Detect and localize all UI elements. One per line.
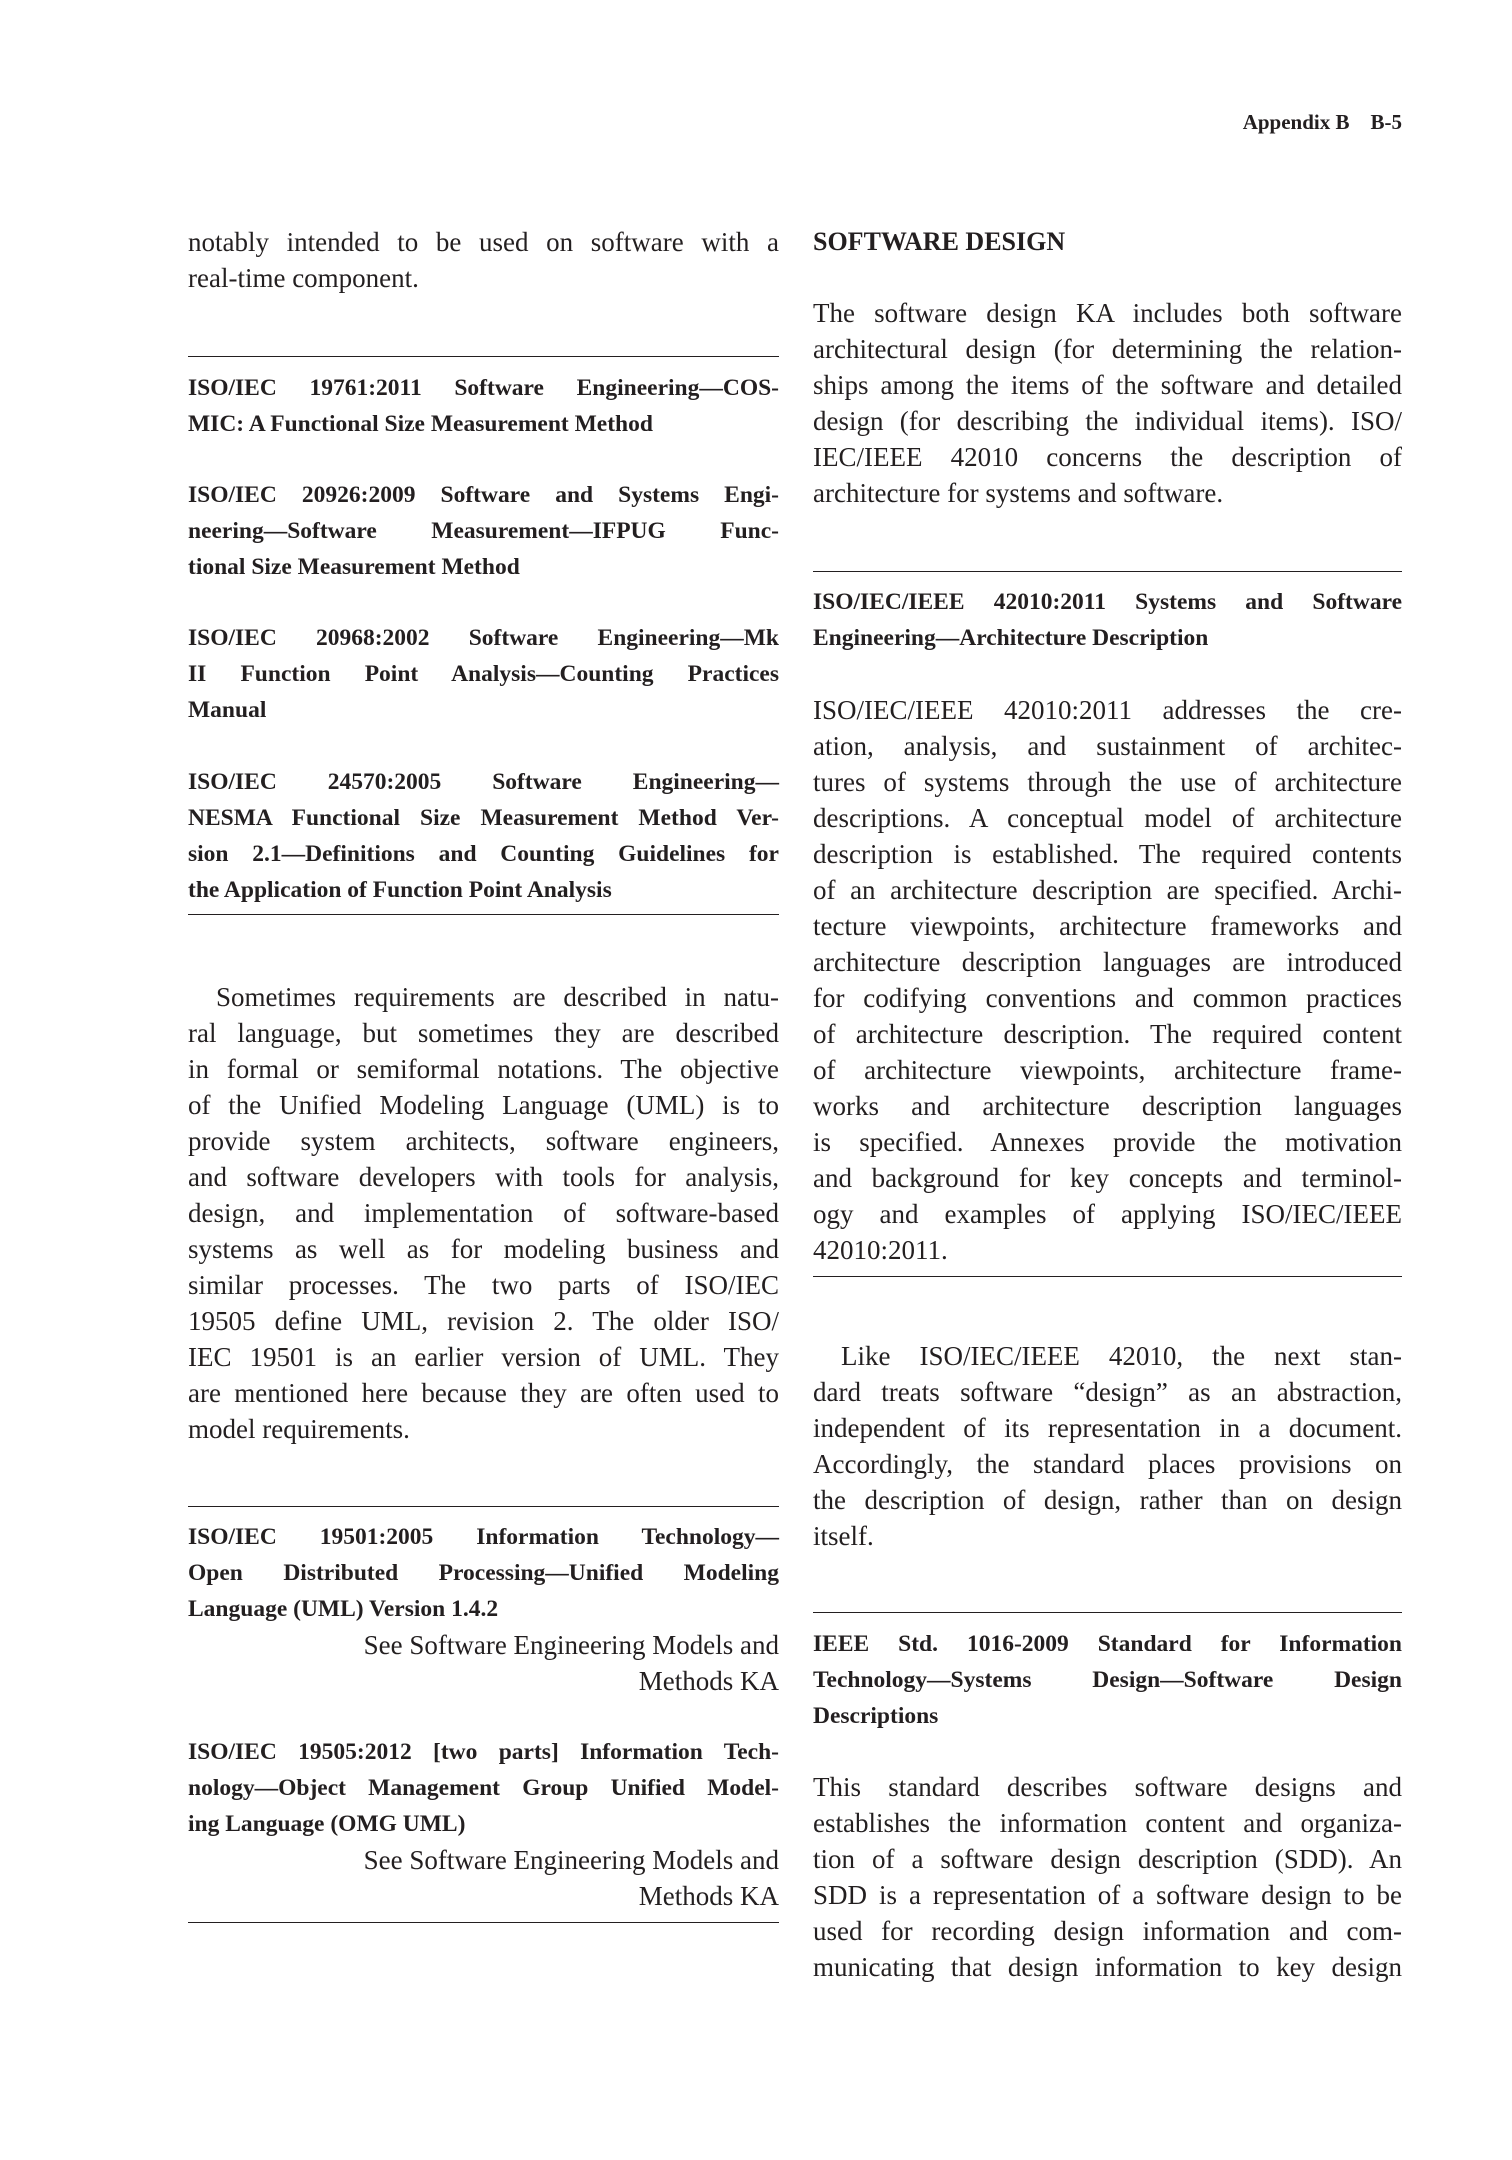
text-line: ISO/IEC/IEEE 42010:2011 addresses the cre- — [813, 695, 1402, 725]
text-line: municating that design information to key design — [813, 1952, 1402, 1982]
text-line: dard treats software “design” as an abstraction, — [813, 1377, 1402, 1407]
text-line: Technology—Systems Design—Software Design — [813, 1667, 1402, 1693]
text-line: ships among the items of the software and detailed — [813, 370, 1402, 400]
paragraph — [813, 1769, 1402, 1985]
text-line: architectural design (for determining the relation- — [813, 334, 1402, 364]
text-line: ISO/IEC 19505:2012 [two parts] Information Tech- — [188, 1739, 779, 1765]
text-line: architecture description languages are introduced — [813, 947, 1402, 977]
text-line: ISO/IEC 19501:2005 Information Technology— — [188, 1524, 779, 1550]
text-line: tion of a software design description (SDD). An — [813, 1844, 1402, 1874]
text-line: tional Size Measurement Method — [188, 554, 520, 580]
text-line: design (for describing the individual items). ISO/ — [813, 406, 1402, 436]
standard-entry — [188, 370, 779, 442]
see-reference: See Software Engineering Models and — [363, 1845, 779, 1875]
text-line: design, and implementation of software-based — [188, 1198, 779, 1228]
text-line: is specified. Annexes provide the motivation — [813, 1127, 1402, 1157]
text-line: and software developers with tools for analysis, — [188, 1162, 779, 1192]
text-line: ISO/IEC 19761:2011 Software Engineering—COS- — [188, 375, 779, 401]
text-line: IEEE Std. 1016-2009 Standard for Information — [813, 1631, 1402, 1657]
text-line: nology—Object Management Group Unified Model- — [188, 1775, 779, 1801]
text-line: ISO/IEC 24570:2005 Software Engineering— — [188, 769, 779, 795]
text-line: real-time component. — [188, 263, 419, 293]
text-line: of an architecture description are specified. Archi- — [813, 875, 1402, 905]
text-line: descriptions. A conceptual model of architecture — [813, 803, 1402, 833]
text-line: Manual — [188, 697, 267, 723]
text-line: II Function Point Analysis—Counting Practices — [188, 661, 779, 687]
divider-rule — [188, 1506, 779, 1507]
paragraph — [188, 224, 779, 296]
divider-rule — [813, 571, 1402, 572]
see-reference: Methods KA — [638, 1881, 779, 1911]
text-line: ation, analysis, and sustainment of architec- — [813, 731, 1402, 761]
text-line: NESMA Functional Size Measurement Method Ver- — [188, 805, 779, 831]
header-section: Appendix B — [1242, 110, 1350, 134]
text-line: SOFTWARE DESIGN — [813, 227, 1066, 256]
text-line: similar processes. The two parts of ISO/IEC — [188, 1270, 779, 1300]
standard-entry — [188, 620, 779, 728]
paragraph — [813, 295, 1402, 511]
text-line: the description of design, rather than on design — [813, 1485, 1402, 1515]
text-line: Open Distributed Processing—Unified Modeling — [188, 1560, 779, 1586]
text-line: description is established. The required contents — [813, 839, 1402, 869]
text-line: are mentioned here because they are often used to — [188, 1378, 779, 1408]
text-line: Engineering—Architecture Description — [813, 625, 1209, 651]
text-line: notably intended to be used on software with a — [188, 227, 779, 257]
text-line: architecture for systems and software. — [813, 478, 1224, 508]
running-header — [1243, 110, 1402, 135]
text-line: independent of its representation in a document. — [813, 1413, 1402, 1443]
text-line: IEC/IEEE 42010 concerns the description of — [813, 442, 1402, 472]
divider-rule — [188, 356, 779, 357]
text-line: ral language, but sometimes they are described — [188, 1018, 779, 1048]
text-line: Like ISO/IEC/IEEE 42010, the next stan- — [841, 1341, 1402, 1371]
text-line: Language (UML) Version 1.4.2 — [188, 1596, 499, 1622]
text-line: ISO/IEC/IEEE 42010:2011 Systems and Software — [813, 589, 1402, 615]
text-line: This standard describes software designs and — [813, 1772, 1402, 1802]
text-line: Accordingly, the standard places provisions on — [813, 1449, 1402, 1479]
text-line: neering—Software Measurement—IFPUG Func- — [188, 518, 779, 544]
header-page-number: B-5 — [1370, 110, 1402, 134]
see-reference: Methods KA — [638, 1666, 779, 1696]
text-line: SDD is a representation of a software design to be — [813, 1880, 1402, 1910]
text-line: ing Language (OMG UML) — [188, 1811, 466, 1837]
paragraph — [813, 692, 1402, 1268]
divider-rule — [188, 1922, 779, 1923]
standard-entry — [188, 764, 779, 908]
text-line: The software design KA includes both software — [813, 298, 1402, 328]
divider-rule — [813, 1276, 1402, 1277]
text-line: ISO/IEC 20968:2002 Software Engineering—Mk — [188, 625, 779, 651]
paragraph — [188, 979, 779, 1447]
standard-entry — [813, 584, 1402, 656]
divider-rule — [188, 914, 779, 915]
text-line: Descriptions — [813, 1703, 939, 1729]
text-line: model requirements. — [188, 1414, 410, 1444]
text-line: Sometimes requirements are described in natu- — [216, 982, 779, 1012]
text-line: in formal or semiformal notations. The objective — [188, 1054, 779, 1084]
text-line: used for recording design information and com- — [813, 1916, 1402, 1946]
text-line: 42010:2011. — [813, 1235, 948, 1265]
text-line: ISO/IEC 20926:2009 Software and Systems Engi- — [188, 482, 779, 508]
text-line: MIC: A Functional Size Measurement Method — [188, 411, 653, 437]
text-line: of architecture description. The required content — [813, 1019, 1402, 1049]
text-line: IEC 19501 is an earlier version of UML. They — [188, 1342, 779, 1372]
text-line: and background for key concepts and terminol- — [813, 1163, 1402, 1193]
text-line: for codifying conventions and common practices — [813, 983, 1402, 1013]
standard-entry — [188, 1734, 779, 1914]
text-line: of the Unified Modeling Language (UML) is to — [188, 1090, 779, 1120]
standard-entry — [188, 1519, 779, 1699]
paragraph — [813, 1338, 1402, 1554]
text-line: the Application of Function Point Analysis — [188, 877, 612, 903]
text-line: 19505 define UML, revision 2. The older ISO/ — [188, 1306, 779, 1336]
text-line: works and architecture description languages — [813, 1091, 1402, 1121]
text-line: ogy and examples of applying ISO/IEC/IEEE — [813, 1199, 1402, 1229]
text-line: itself. — [813, 1521, 874, 1551]
standard-entry — [188, 477, 779, 585]
divider-rule — [813, 1612, 1402, 1613]
text-line: tecture viewpoints, architecture frameworks and — [813, 911, 1402, 941]
standard-entry — [813, 1626, 1402, 1734]
section-heading — [813, 224, 1402, 260]
text-line: tures of systems through the use of architecture — [813, 767, 1402, 797]
text-line: sion 2.1—Definitions and Counting Guidelines for — [188, 841, 779, 867]
text-line: of architecture viewpoints, architecture frame- — [813, 1055, 1402, 1085]
see-reference: See Software Engineering Models and — [363, 1630, 779, 1660]
text-line: systems as well as for modeling business and — [188, 1234, 779, 1264]
text-line: provide system architects, software engineers, — [188, 1126, 779, 1156]
text-line: establishes the information content and organiza- — [813, 1808, 1402, 1838]
